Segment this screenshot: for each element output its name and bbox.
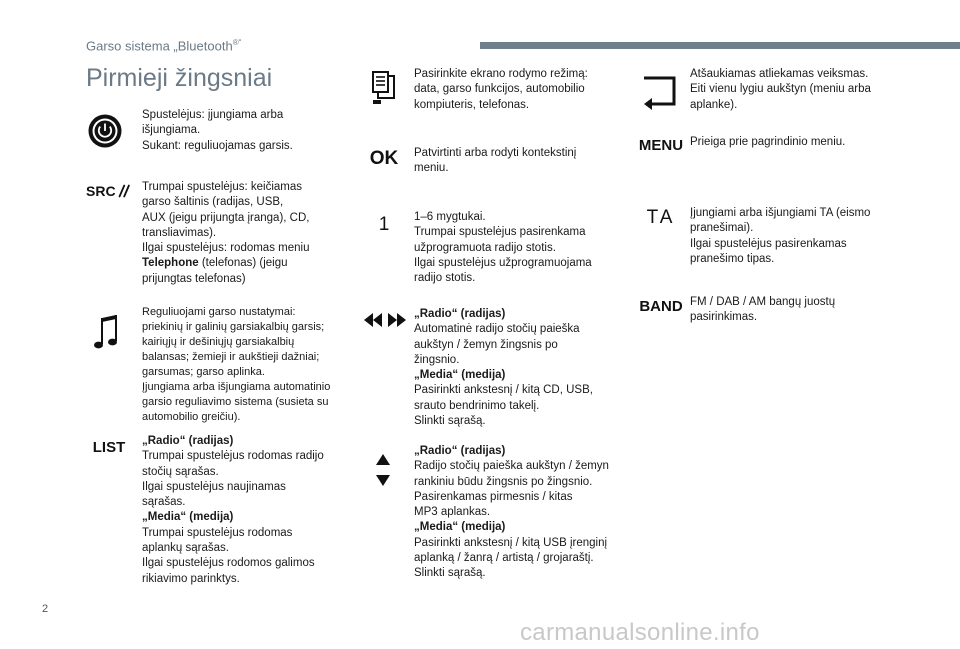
audio-description (142, 305, 330, 425)
text-line: Ilgai spustelėjus pasirenkamas (690, 237, 847, 250)
display-description (414, 67, 588, 113)
text-line: pasirinkimas. (690, 311, 758, 324)
page-heading: Pirmieji žingsniai (86, 64, 273, 92)
text-line: Ilgai spustelėjus naujinamas (142, 480, 286, 493)
text-line: stočių sąrašas. (142, 465, 219, 478)
text-line: Įjungiama arba išjungiama automatinio (142, 381, 331, 393)
text-line: Atšaukiamas atliekamas veiksmas. (690, 68, 869, 80)
text-line: Spustelėjus: įjungiama arba (142, 109, 284, 121)
text-line: Patvirtinti arba rodyti kontekstinį (414, 147, 577, 159)
text-line: Trumpai spustelėjus pasirenkama (414, 226, 586, 239)
text-line: meniu. (414, 162, 449, 175)
ta-icon (640, 207, 682, 229)
media-heading: „Media“ (medija) (414, 369, 506, 382)
seek-arrows-icon (362, 311, 408, 329)
text-line: 1–6 mygtukai. (414, 211, 486, 223)
radio-heading: „Radio“ (radijas) (414, 308, 506, 320)
text-line: Ilgai spustelėjus: rodomas meniu (142, 242, 310, 255)
text-line: priekinių ir galinių garsiakalbių garsis; (142, 321, 325, 333)
text-line: Pasirenkamas pirmesnis / kitas (414, 490, 573, 503)
text-line: Pasirinkti ankstesnį / kitą CD, USB, (414, 384, 593, 397)
power-knob-icon (87, 113, 123, 149)
preset-description (414, 210, 592, 286)
page-number: 2 (42, 603, 49, 615)
src-label: SRC (86, 183, 116, 199)
menu-icon (632, 135, 690, 155)
text-line: aplanke). (690, 98, 738, 111)
band-icon (635, 296, 687, 316)
text-line: išjungiama. (142, 124, 201, 137)
text-line: Reguliuojami garso nustatymai: (142, 306, 296, 318)
text-line: aplankų sąrašas. (142, 542, 229, 555)
text-line: Trumpai spustelėjus rodomas (142, 526, 293, 539)
text-line: Automatinė radijo stočių paieška (414, 323, 580, 336)
text-line: garsio reguliavimo sistema (susieta su (142, 396, 329, 408)
text-line: MP3 aplankas. (414, 506, 491, 519)
header-title (86, 38, 241, 53)
radio-heading: „Radio“ (radijas) (142, 435, 234, 447)
text-line: Trumpai spustelėjus rodomas radijo (142, 450, 324, 463)
text-line: žingsnio. (414, 353, 460, 366)
text-line: pranešimo tipas. (690, 252, 775, 265)
preset-button-icon (374, 214, 394, 236)
text-line: garso šaltinis (radijas, USB, (142, 196, 284, 209)
back-description (690, 67, 871, 113)
text-line: rikiavimo parinktys. (142, 572, 240, 585)
text-line: Slinkti sąrašą. (414, 415, 486, 428)
text-line: aukštyn / žemyn žingsnis po (414, 338, 558, 351)
text-line: Pasirinkti ankstesnį / kitą USB įrenginį (414, 536, 608, 549)
text-line: balansas; žemieji ir aukštieji dažniai; (142, 351, 320, 363)
text-line: Trumpai spustelėjus: keičiamas (142, 181, 302, 193)
music-note-icon (92, 312, 122, 352)
band-description (690, 295, 835, 326)
back-arrow-icon (640, 74, 678, 112)
text-line: radijo stotis. (414, 272, 476, 285)
text-line (142, 256, 309, 271)
header-bar (480, 42, 960, 49)
ok-description (414, 146, 576, 177)
header-title-sup: ®“ (232, 38, 242, 47)
telephone-bold: Telephone (142, 257, 199, 270)
text-line: AUX (jeigu prijungta įranga), CD, (142, 211, 310, 224)
text-line: Ilgai spustelėjus rodomos galimos (142, 557, 315, 570)
text-line: užprogramuota radijo stotis. (414, 241, 556, 254)
text-line: Įjungiami arba išjungiami TA (eismo (690, 207, 871, 219)
list-icon (89, 437, 129, 457)
text-line: Ilgai spustelėjus užprogramuojama (414, 256, 592, 269)
text-line: Radijo stočių paieška aukštyn / žemyn (414, 460, 609, 473)
media-heading: „Media“ (medija) (142, 511, 234, 524)
menu-label: MENU (638, 136, 684, 154)
seek-description (414, 307, 593, 429)
list-description (142, 434, 324, 587)
power-description (142, 108, 293, 154)
ok-label: OK (369, 148, 399, 169)
ok-icon (367, 148, 401, 170)
text-line: Slinkti sąrašą. (414, 567, 486, 580)
radio-heading: „Radio“ (radijas) (414, 445, 506, 457)
updown-description (414, 444, 609, 582)
text-line: automobilio greičiu). (142, 411, 241, 423)
text-line: Pasirinkite ekrano rodymo režimą: (414, 68, 588, 80)
text-line: Sukant: reguliuojamas garsis. (142, 139, 293, 152)
text-part: (telefonas) (jeigu (198, 257, 288, 270)
text-line: aplanką / žanrą / artistą / grojaraštį. (414, 552, 594, 565)
text-line: kairiųjų ir dešiniųjų garsiakalbių (142, 336, 295, 348)
menu-description (690, 135, 845, 150)
text-line: Prieiga prie pagrindinio meniu. (690, 136, 846, 148)
ta-label: TA (646, 207, 676, 228)
src-description (142, 180, 309, 287)
band-label: BAND (639, 297, 683, 315)
text-line: srauto bendrinimo takelį. (414, 399, 540, 412)
text-line: Eiti vienu lygiu aukštyn (meniu arba (690, 83, 871, 96)
display-mode-icon (369, 70, 399, 104)
src-phone-icon (86, 180, 130, 202)
text-line: prijungtas telefonas) (142, 272, 246, 285)
preset-label: 1 (378, 214, 390, 235)
text-line: garsumas; garso aplinka. (142, 366, 265, 378)
up-down-arrows-icon (373, 452, 393, 488)
text-line: transliavimas). (142, 226, 217, 239)
media-heading: „Media“ (medija) (414, 521, 506, 534)
watermark: carmanualsonline.info (520, 619, 760, 646)
text-line: data, garso funkcijos, automobilio (414, 83, 585, 96)
text-line: FM / DAB / AM bangų juostų (690, 296, 836, 308)
text-line: kompiuteris, telefonas. (414, 98, 530, 111)
ta-description (690, 206, 870, 267)
text-line: rankiniu būdu žingsnis po žingsnio. (414, 475, 593, 488)
text-line: sąrašas. (142, 496, 186, 509)
text-line: pranešimai). (690, 222, 754, 235)
list-label: LIST (92, 438, 126, 456)
header-title-text: Garso sistema „Bluetooth (86, 38, 233, 54)
